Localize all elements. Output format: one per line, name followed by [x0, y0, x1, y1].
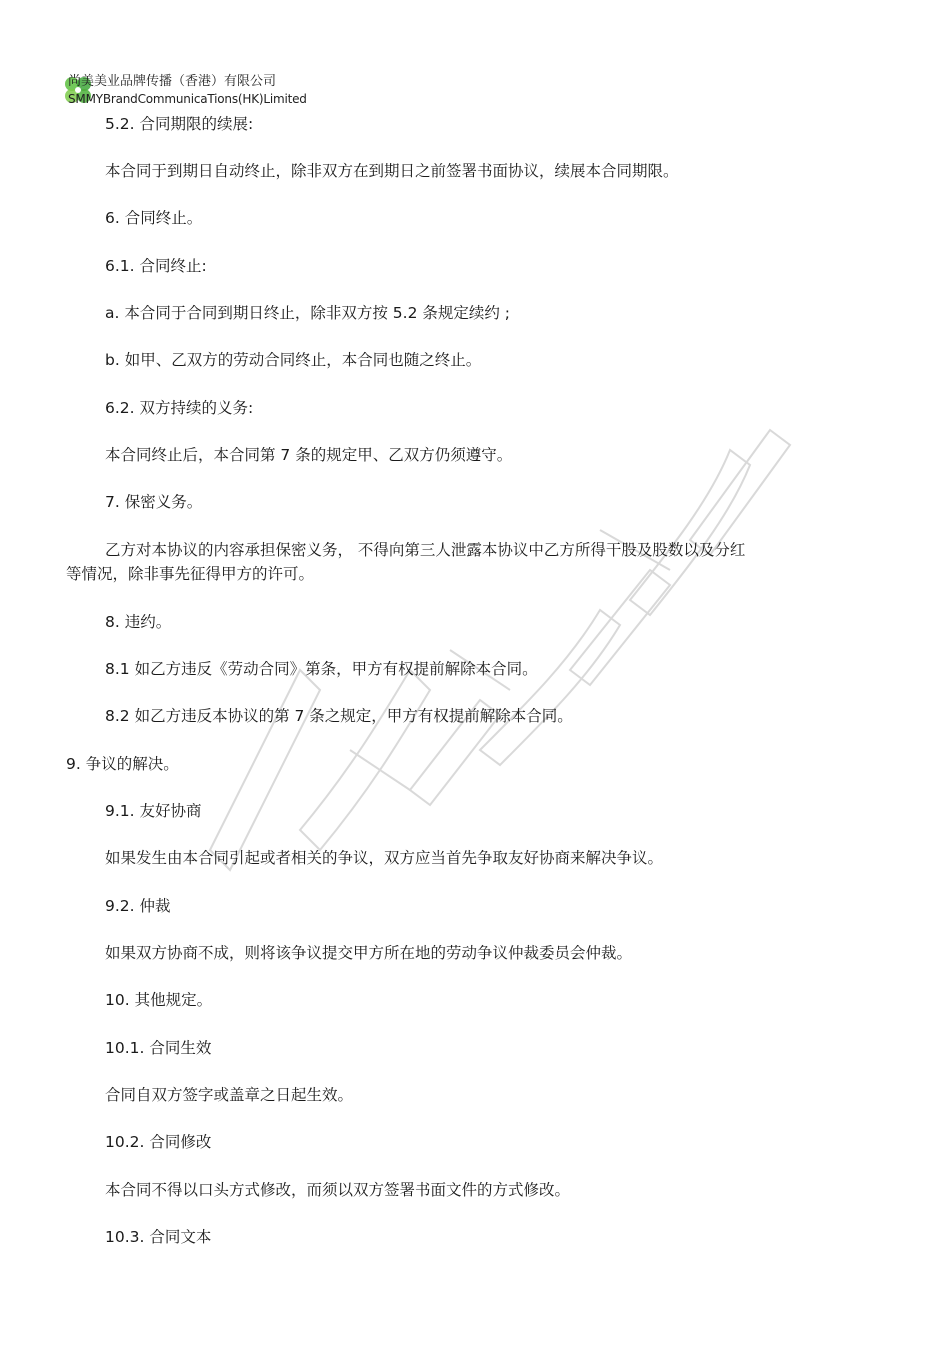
clause-10-1-body: 合同自双方签字或盖章之日起生效。	[105, 1086, 354, 1104]
clause-8-2: 8.2 如乙方违反本协议的第 7 条之规定，甲方有权提前解除本合同。	[105, 707, 573, 725]
clause-10-1-title: 10.1. 合同生效	[105, 1039, 212, 1057]
clause-10-2-body: 本合同不得以口头方式修改，而须以双方签署书面文件的方式修改。	[105, 1181, 571, 1199]
clause-9-1-body: 如果发生由本合同引起或者相关的争议，双方应当首先争取友好协商来解决争议。	[105, 849, 664, 867]
clause-7-body-line2: 等情况，除非事先征得甲方的许可。	[66, 565, 315, 583]
clause-5-2-body: 本合同于到期日自动终止，除非双方在到期日之前签署书面协议，续展本合同期限。	[105, 162, 679, 180]
clause-8-1: 8.1 如乙方违反《劳动合同》第条，甲方有权提前解除本合同。	[105, 660, 538, 678]
clause-6-1-b: b. 如甲、乙双方的劳动合同终止，本合同也随之终止。	[105, 351, 482, 369]
clause-6-2-title: 6.2. 双方持续的义务:	[105, 399, 254, 417]
clause-7-body-line1: 乙方对本协议的内容承担保密义务， 不得向第三人泄露本协议中乙方所得干股及股数以及分红	[105, 541, 746, 559]
clause-5-2-title: 5.2. 合同期限的续展:	[105, 115, 254, 133]
clause-9-title: 9. 争议的解决。	[66, 755, 179, 773]
clause-9-2-title: 9.2. 仲裁	[105, 897, 171, 915]
clause-6-title: 6. 合同终止。	[105, 209, 203, 227]
clause-9-2-body: 如果双方协商不成，则将该争议提交甲方所在地的劳动争议仲裁委员会仲裁。	[105, 944, 633, 962]
clause-6-2-body: 本合同终止后，本合同第 7 条的规定甲、乙双方仍须遵守。	[105, 446, 513, 464]
letterhead	[60, 70, 380, 110]
clause-10-3-title: 10.3. 合同文本	[105, 1228, 212, 1246]
clause-9-1-title: 9.1. 友好协商	[105, 802, 202, 820]
company-name-en: SMMYBrandCommunicaTions(HK)Limited	[68, 92, 307, 106]
clause-10-2-title: 10.2. 合同修改	[105, 1133, 212, 1151]
company-name-cn: 尚美美业品牌传播（香港）有限公司	[68, 74, 277, 89]
clause-8-title: 8. 违约。	[105, 613, 172, 631]
clause-10-title: 10. 其他规定。	[105, 991, 213, 1009]
clause-6-1-title: 6.1. 合同终止:	[105, 257, 207, 275]
clause-7-title: 7. 保密义务。	[105, 493, 203, 511]
clause-6-1-a: a. 本合同于合同到期日终止，除非双方按 5.2 条规定续约 ;	[105, 304, 511, 322]
